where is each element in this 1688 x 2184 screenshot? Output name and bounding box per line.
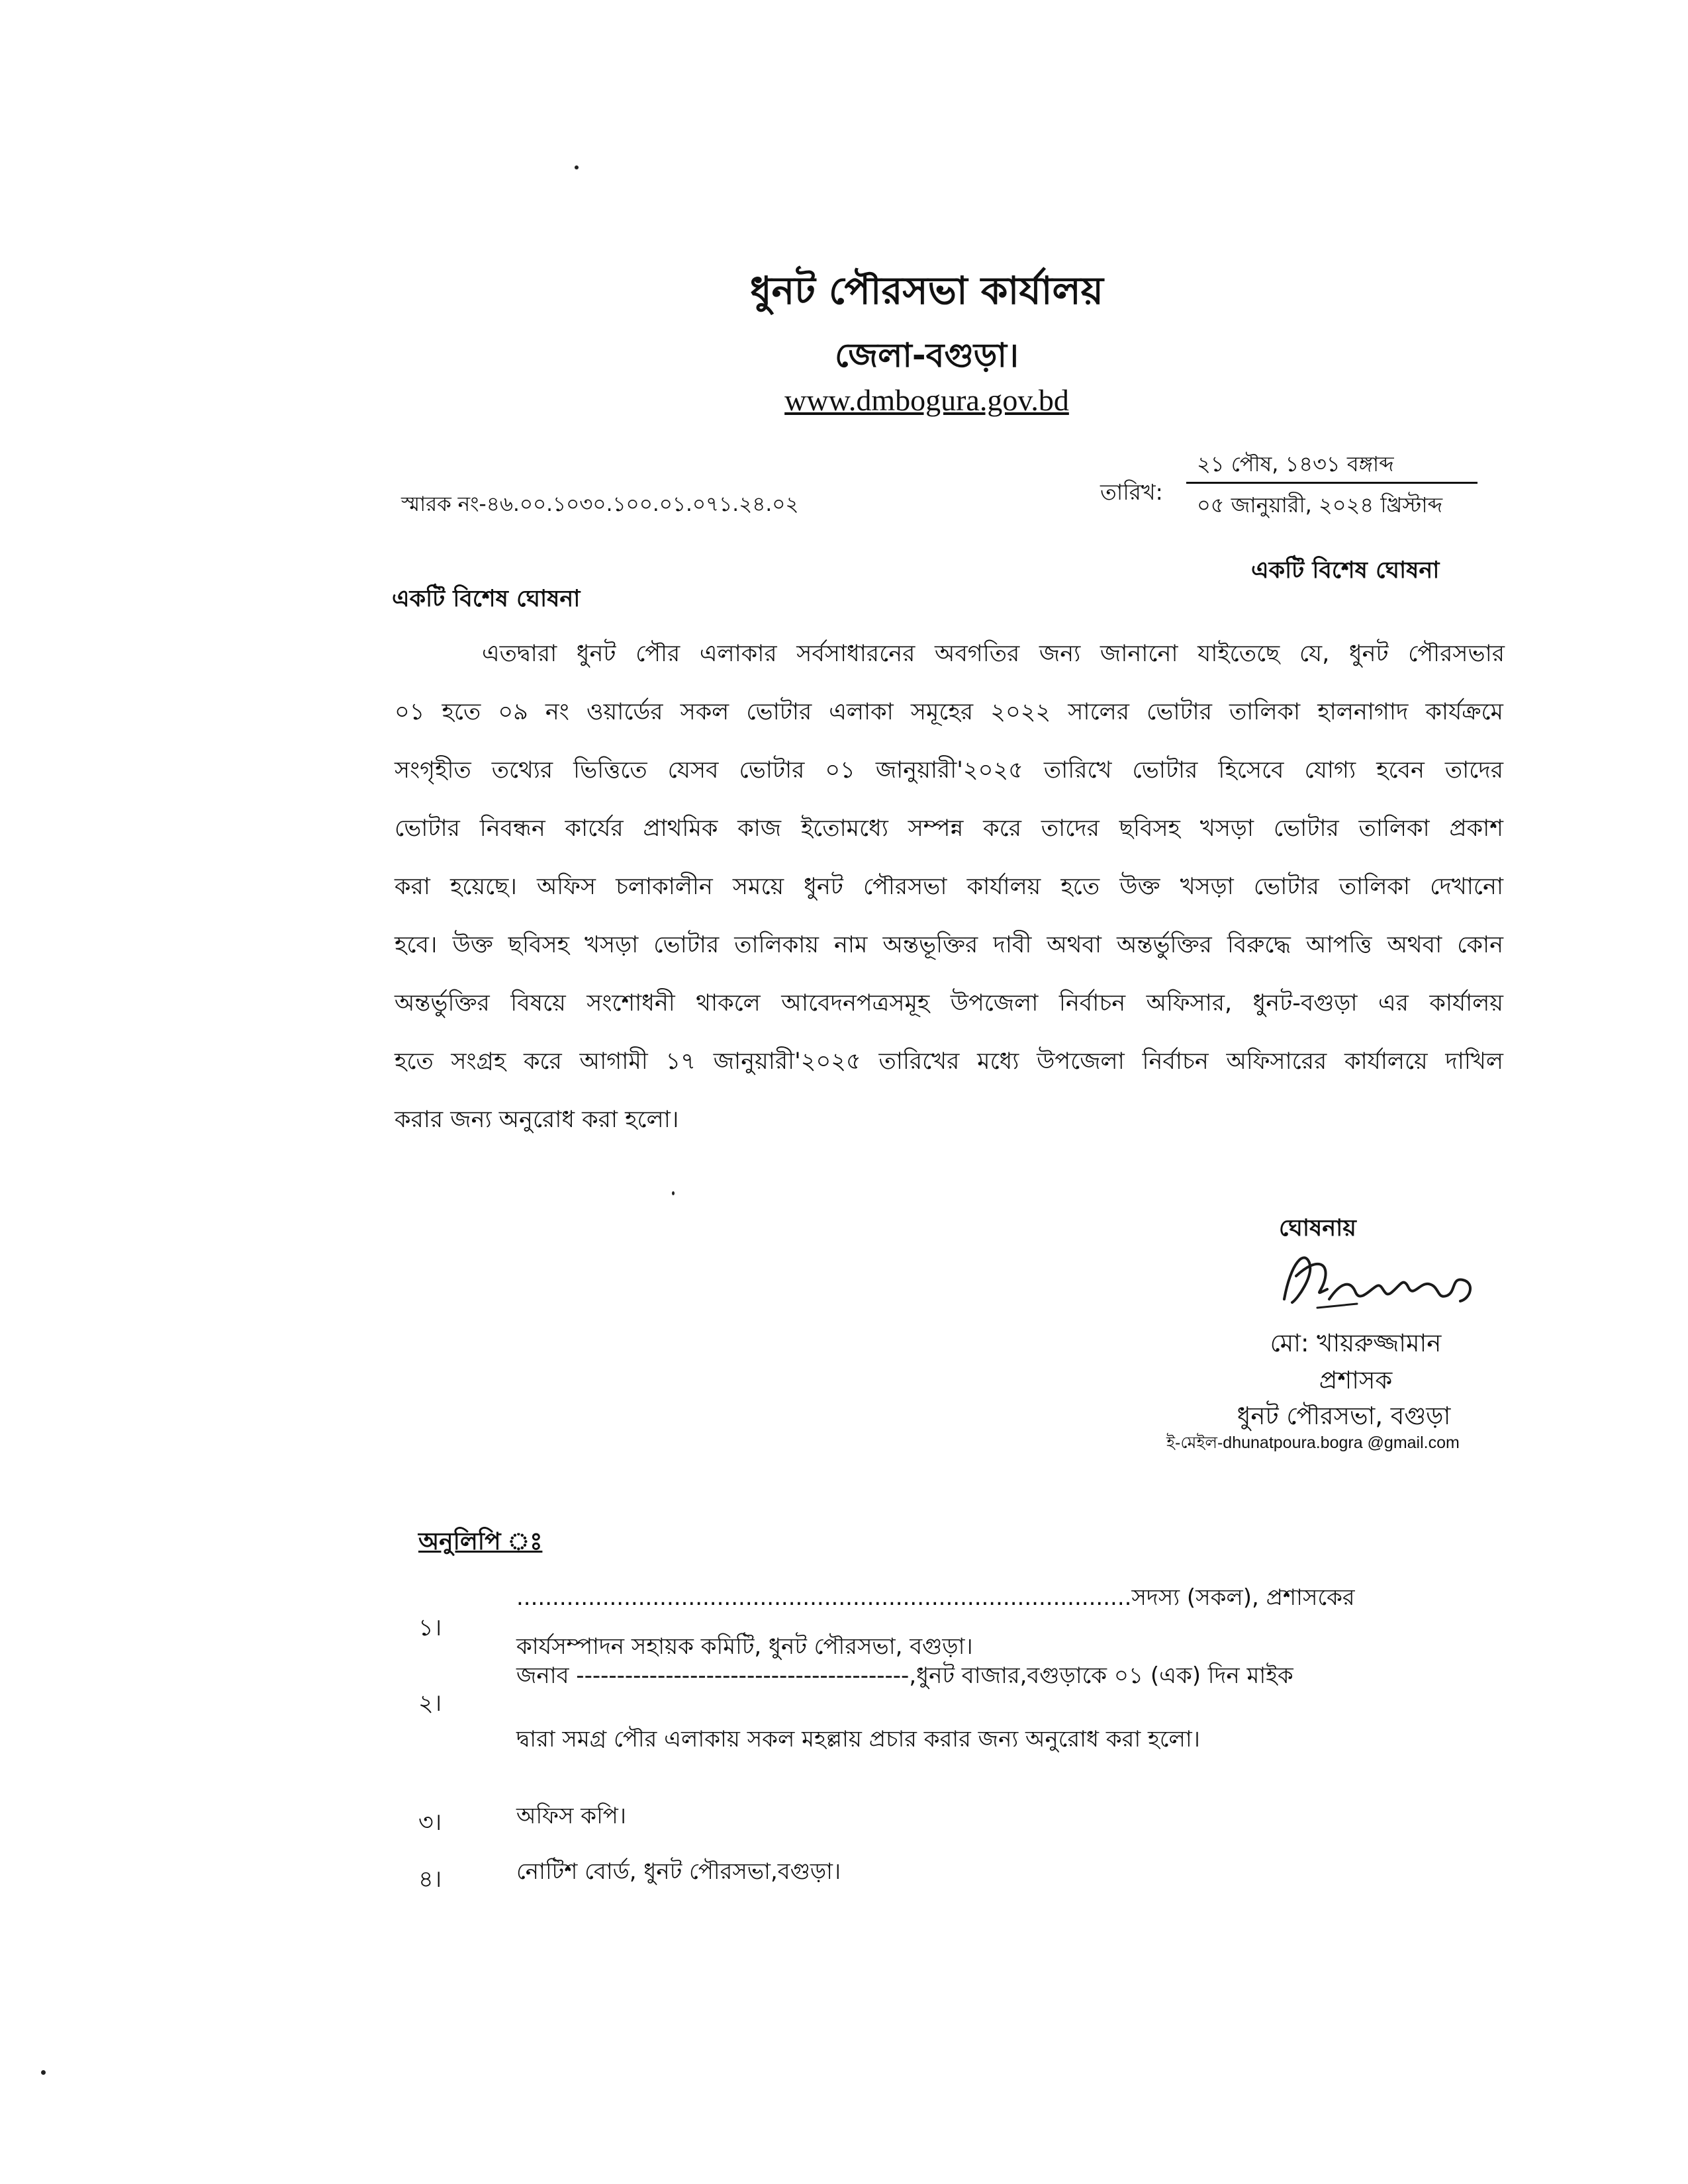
cc-item-number: ৩।	[418, 1809, 442, 1836]
body-line: হবে। উক্ত ছবিসহ খসড়া ভোটার তালিকায় নাম অন্তভূক্তির দাবী অথবা অন্তর্ভুক্তির বিরুদ্ধে আপত্তি অথবা কোন	[395, 932, 1503, 958]
body-line: অন্তর্ভুক্তির বিষয়ে সংশোধনী থাকলে আবেদনপত্রসমূহ উপজেলা নির্বাচন অফিসার, ধুনট-বগুড়া এর কার্যালয়	[395, 990, 1503, 1017]
signatory-email[interactable]: ই-মেইল-dhunatpoura.bogra @gmail.com	[1166, 1433, 1460, 1452]
cc-item-number: ২।	[418, 1690, 442, 1717]
scan-speck	[575, 165, 579, 169]
scan-speck	[672, 1191, 675, 1195]
body-line: করার জন্য অনুরোধ করা হলো।	[395, 1107, 679, 1133]
cc-item-text: অফিস কপি।	[516, 1803, 627, 1829]
body-line: সংগৃহীত তথ্যের ভিত্তিতে যেসব ভোটার ০১ জানুয়ারী'২০২৫ তারিখে ভোটার হিসেবে যোগ্য হবেন তাদের	[395, 757, 1503, 784]
body-line: ভোটার নিবন্ধন কার্যের প্রাথমিক কাজ ইতোমধ্যে সম্পন্ন করে তাদের ছবিসহ খসড়া ভোটার তালিকা প্রকাশ	[395, 815, 1503, 842]
date-bengali: ২১ পৌষ, ১৪৩১ বঙ্গাব্দ	[1197, 451, 1394, 477]
body-line: এতদ্বারা ধুনট পৌর এলাকার সর্বসাধারনের অবগতির জন্য জানানো যাইতেছে যে, ধুনট পৌরসভার	[482, 641, 1505, 667]
cc-item-text: ......................................................................................সদস্য (সকল), প্রশাসকের	[516, 1584, 1355, 1611]
signatory-office: ধুনট পৌরসভা, বগুড়া	[1237, 1402, 1451, 1430]
body-line: ০১ হতে ০৯ নং ওয়ার্ডের সকল ভোটার এলাকা সমূহের ২০২২ সালের ভোটার তালিকা হালনাগাদ কার্যক্রমে	[395, 699, 1503, 725]
cc-item-text: নোটিশ বোর্ড, ধুনট পৌরসভা,বগুড়া।	[516, 1858, 841, 1885]
handwritten-signature	[1278, 1236, 1483, 1322]
date-label: তারিখ:	[1100, 479, 1163, 505]
body-line: হতে সংগ্রহ করে আগামী ১৭ জানুয়ারী'২০২৫ তারিখের মধ্যে উপজেলা নির্বাচন অফিসারের কার্যালয়ে দাখিল	[395, 1048, 1503, 1075]
signature-heading: ঘোষনায়	[1279, 1215, 1356, 1242]
body-line: করা হয়েছে। অফিস চলাকালীন সময়ে ধুনট পৌরসভা কার্যালয় হতে উক্ত খসড়া ভোটার তালিকা দেখানো	[395, 874, 1503, 900]
subject-right: একটি বিশেষ ঘোষনা	[1251, 557, 1440, 584]
district-line: জেলা-বগুড়া।	[835, 336, 1019, 375]
cc-item-number: ৪।	[418, 1866, 442, 1893]
cc-item-text: কার্যসম্পাদন সহায়ক কমিটি, ধুনট পৌরসভা, বগুড়া।	[516, 1633, 973, 1660]
memo-number: স্মারক নং-৪৬.০০.১০৩০.১০০.০১.০৭১.২৪.০২	[401, 492, 799, 516]
cc-item-number: ১।	[418, 1615, 442, 1641]
cc-item-text: দ্বারা সমগ্র পৌর এলাকায় সকল মহল্লায় প্রচার করার জন্য অনুরোধ করা হলো।	[516, 1726, 1200, 1752]
date-divider	[1186, 482, 1477, 484]
office-title: ধুনট পৌরসভা কার্যালয়	[750, 268, 1103, 313]
cc-item-text: জনাব -----------------------------------------,ধুনট বাজার,বগুড়াকে ০১ (এক) দিন মাইক	[516, 1662, 1293, 1689]
scan-speck	[41, 2070, 46, 2075]
date-gregorian: ০৫ জানুয়ারী, ২০২৪ খ্রিস্টাব্দ	[1197, 492, 1443, 518]
signatory-title: প্রশাসক	[1319, 1366, 1393, 1394]
cc-title: অনুলিপি ঃ	[418, 1528, 543, 1555]
subject-left: একটি বিশেষ ঘোষনা	[392, 586, 581, 612]
signatory-name: মো: খায়রুজ্জামান	[1270, 1329, 1442, 1357]
website-link[interactable]: www.dmbogura.gov.bd	[784, 383, 1069, 417]
